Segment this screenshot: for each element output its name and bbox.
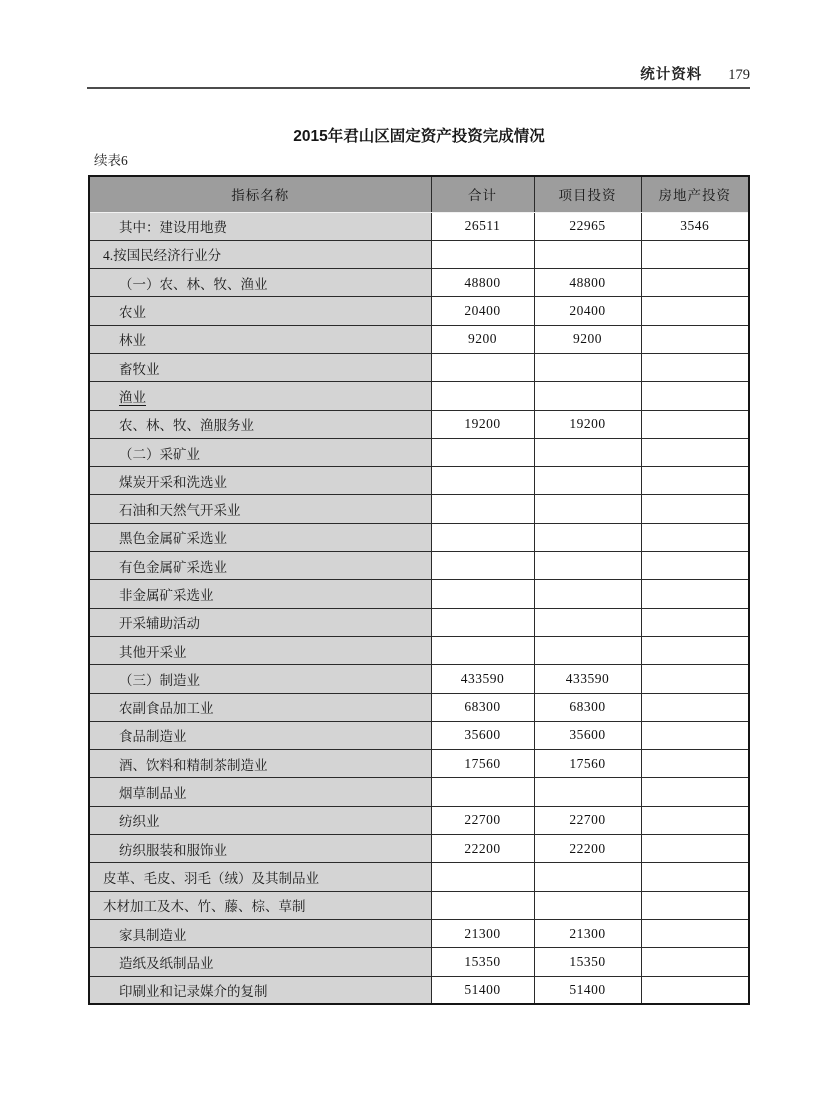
realestate-investment-cell <box>641 948 749 976</box>
realestate-investment-cell <box>641 240 749 268</box>
total-cell <box>431 580 534 608</box>
total-cell <box>431 778 534 806</box>
indicator-name-cell: 家具制造业 <box>89 919 431 947</box>
realestate-investment-cell <box>641 835 749 863</box>
realestate-investment-cell <box>641 297 749 325</box>
project-investment-cell: 19200 <box>534 410 641 438</box>
indicator-name-cell: 食品制造业 <box>89 721 431 749</box>
table-row <box>89 495 749 523</box>
total-cell <box>431 438 534 466</box>
table-row <box>89 750 749 778</box>
total-cell <box>431 240 534 268</box>
table-row <box>89 608 749 636</box>
table-row <box>89 806 749 834</box>
indicator-name-cell: 石油和天然气开采业 <box>89 495 431 523</box>
project-investment-cell <box>534 608 641 636</box>
total-cell: 22200 <box>431 835 534 863</box>
project-investment-cell: 51400 <box>534 976 641 1004</box>
realestate-investment-cell <box>641 608 749 636</box>
table-row <box>89 721 749 749</box>
realestate-investment-cell <box>641 891 749 919</box>
indicator-name-cell: 渔业 <box>89 382 431 410</box>
total-cell: 433590 <box>431 665 534 693</box>
project-investment-cell <box>534 438 641 466</box>
indicator-name-cell: 农副食品加工业 <box>89 693 431 721</box>
indicator-name-cell: 酒、饮料和精制茶制造业 <box>89 750 431 778</box>
table-row <box>89 976 749 1004</box>
realestate-investment-cell <box>641 269 749 297</box>
project-investment-cell <box>534 240 641 268</box>
total-cell <box>431 891 534 919</box>
table-row <box>89 467 749 495</box>
total-cell <box>431 608 534 636</box>
project-investment-cell <box>534 636 641 664</box>
table-row <box>89 438 749 466</box>
total-cell: 22700 <box>431 806 534 834</box>
table-body <box>89 212 749 1004</box>
total-cell: 51400 <box>431 976 534 1004</box>
column-header-3: 房地产投资 <box>641 176 749 212</box>
investment-table <box>88 175 750 1005</box>
total-cell <box>431 382 534 410</box>
table-row <box>89 325 749 353</box>
realestate-investment-cell <box>641 778 749 806</box>
running-head <box>88 63 750 84</box>
indicator-name-cell: 纺织服装和服饰业 <box>89 835 431 863</box>
indicator-name-cell: 畜牧业 <box>89 353 431 381</box>
total-cell: 35600 <box>431 721 534 749</box>
table-row <box>89 891 749 919</box>
project-investment-cell <box>534 495 641 523</box>
total-cell <box>431 636 534 664</box>
table-row <box>89 919 749 947</box>
indicator-name-cell: 开采辅助活动 <box>89 608 431 636</box>
project-investment-cell: 68300 <box>534 693 641 721</box>
total-cell: 15350 <box>431 948 534 976</box>
project-investment-cell: 22700 <box>534 806 641 834</box>
table-row <box>89 636 749 664</box>
realestate-investment-cell <box>641 410 749 438</box>
project-investment-cell: 15350 <box>534 948 641 976</box>
total-cell <box>431 467 534 495</box>
project-investment-cell: 21300 <box>534 919 641 947</box>
table-row <box>89 948 749 976</box>
realestate-investment-cell <box>641 750 749 778</box>
column-header-0: 指标名称 <box>89 176 431 212</box>
table-continuation-note: 续表6 <box>94 153 128 168</box>
project-investment-cell <box>534 382 641 410</box>
indicator-name-cell: 有色金属矿采选业 <box>89 552 431 580</box>
indicator-name-cell: 皮革、毛皮、羽毛（绒）及其制品业 <box>89 863 431 891</box>
table-row <box>89 382 749 410</box>
indicator-name-cell: 林业 <box>89 325 431 353</box>
indicator-name-cell: （三）制造业 <box>89 665 431 693</box>
indicator-name-cell: 烟草制品业 <box>89 778 431 806</box>
header-rule <box>87 87 750 89</box>
indicator-name-cell: 其他开采业 <box>89 636 431 664</box>
table-row <box>89 552 749 580</box>
realestate-investment-cell <box>641 693 749 721</box>
realestate-investment-cell <box>641 438 749 466</box>
table-row <box>89 353 749 381</box>
indicator-name-cell: 农、林、牧、渔服务业 <box>89 410 431 438</box>
project-investment-cell: 48800 <box>534 269 641 297</box>
total-cell <box>431 495 534 523</box>
table-row <box>89 240 749 268</box>
project-investment-cell <box>534 863 641 891</box>
indicator-name-cell: （二）采矿业 <box>89 438 431 466</box>
indicator-name-cell: 木材加工及木、竹、藤、棕、草制 <box>89 891 431 919</box>
indicator-name-cell: 黑色金属矿采选业 <box>89 523 431 551</box>
project-investment-cell: 9200 <box>534 325 641 353</box>
project-investment-cell <box>534 580 641 608</box>
column-header-2: 项目投资 <box>534 176 641 212</box>
realestate-investment-cell <box>641 919 749 947</box>
total-cell <box>431 353 534 381</box>
realestate-investment-cell <box>641 976 749 1004</box>
realestate-investment-cell <box>641 495 749 523</box>
project-investment-cell <box>534 552 641 580</box>
project-investment-cell <box>534 467 641 495</box>
total-cell: 48800 <box>431 269 534 297</box>
indicator-name-cell: 煤炭开采和洗选业 <box>89 467 431 495</box>
project-investment-cell: 20400 <box>534 297 641 325</box>
table-header-row <box>89 176 749 212</box>
indicator-name-cell: 纺织业 <box>89 806 431 834</box>
table-row <box>89 580 749 608</box>
realestate-investment-cell <box>641 580 749 608</box>
table-row <box>89 835 749 863</box>
project-investment-cell <box>534 353 641 381</box>
indicator-name-cell: 4.按国民经济行业分 <box>89 240 431 268</box>
column-header-1: 合计 <box>431 176 534 212</box>
project-investment-cell: 17560 <box>534 750 641 778</box>
table-row <box>89 778 749 806</box>
indicator-name-cell: 其中：建设用地费 <box>89 212 431 240</box>
table-head <box>89 176 749 212</box>
realestate-investment-cell <box>641 523 749 551</box>
realestate-investment-cell <box>641 325 749 353</box>
realestate-investment-cell <box>641 382 749 410</box>
project-investment-cell: 433590 <box>534 665 641 693</box>
total-cell: 20400 <box>431 297 534 325</box>
project-investment-cell: 22200 <box>534 835 641 863</box>
total-cell <box>431 552 534 580</box>
realestate-investment-cell <box>641 665 749 693</box>
table-row <box>89 269 749 297</box>
total-cell: 19200 <box>431 410 534 438</box>
project-investment-cell <box>534 523 641 551</box>
realestate-investment-cell <box>641 863 749 891</box>
indicator-name-cell: 非金属矿采选业 <box>89 580 431 608</box>
realestate-investment-cell: 3546 <box>641 212 749 240</box>
realestate-investment-cell <box>641 353 749 381</box>
running-head-section: 统计资料 <box>640 67 703 83</box>
total-cell: 21300 <box>431 919 534 947</box>
project-investment-cell <box>534 778 641 806</box>
project-investment-cell: 35600 <box>534 721 641 749</box>
table-row <box>89 693 749 721</box>
table-row <box>89 410 749 438</box>
table-row <box>89 863 749 891</box>
realestate-investment-cell <box>641 636 749 664</box>
page-title: 2015年君山区固定资产投资完成情况 <box>293 128 545 145</box>
total-cell: 26511 <box>431 212 534 240</box>
total-cell <box>431 863 534 891</box>
indicator-name-cell: 农业 <box>89 297 431 325</box>
table-row <box>89 212 749 240</box>
realestate-investment-cell <box>641 552 749 580</box>
table-row <box>89 297 749 325</box>
table-row <box>89 523 749 551</box>
indicator-name-cell: 印刷业和记录媒介的复制 <box>89 976 431 1004</box>
realestate-investment-cell <box>641 721 749 749</box>
total-cell: 17560 <box>431 750 534 778</box>
project-investment-cell: 22965 <box>534 212 641 240</box>
realestate-investment-cell <box>641 467 749 495</box>
indicator-name-cell: 造纸及纸制品业 <box>89 948 431 976</box>
project-investment-cell <box>534 891 641 919</box>
indicator-name-cell: （一）农、林、牧、渔业 <box>89 269 431 297</box>
table-row <box>89 665 749 693</box>
total-cell <box>431 523 534 551</box>
total-cell: 9200 <box>431 325 534 353</box>
realestate-investment-cell <box>641 806 749 834</box>
page-number: 179 <box>728 67 750 83</box>
total-cell: 68300 <box>431 693 534 721</box>
